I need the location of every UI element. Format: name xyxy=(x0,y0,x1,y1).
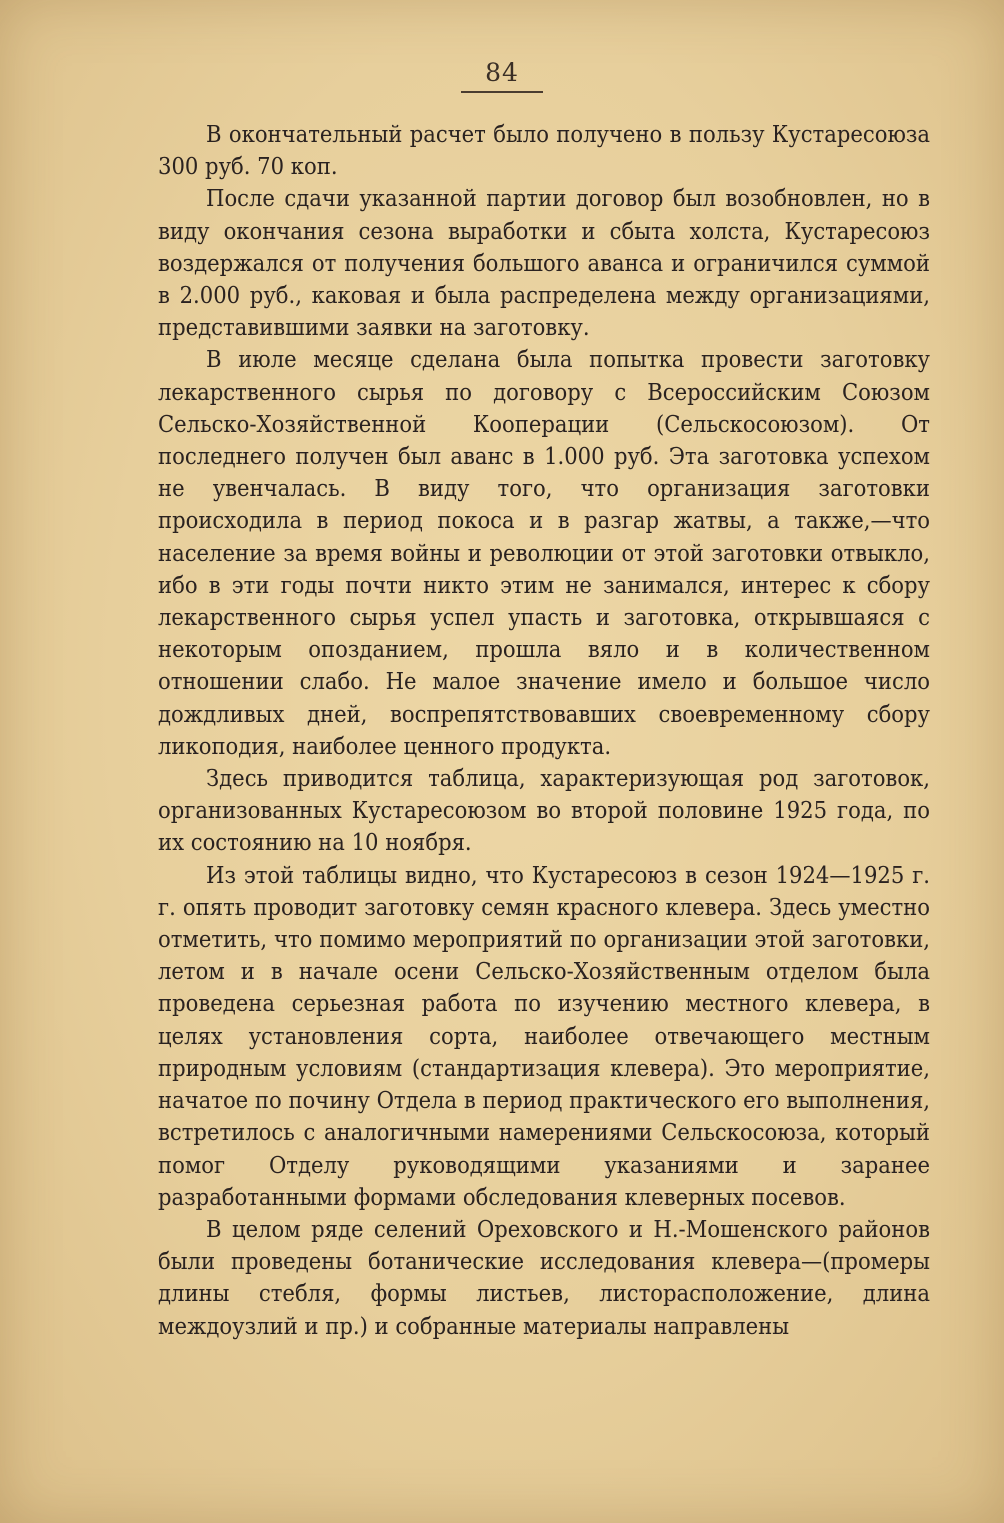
page-number: 84 xyxy=(461,58,543,93)
paragraph-final-settlement: В окончательный расчет было получено в пользу Кустаресоюза 300 руб. 70 коп. xyxy=(158,120,930,181)
paragraph-table-reference: Здесь приводится таблица, характеризующая род заготовок, организованных Кустаресоюзом во второй половине 1925 года, по их состоянию на 10 ноября. xyxy=(158,764,930,857)
paragraph-contract-renewal: После сдачи указанной партии договор был возобновлен, но в виду окончания сезона выработки и сбыта холста, Кустаресоюз воздержался от получения большого аванса и ограничился суммой в 2.000 руб., каковая и была распределена между организациями, представившими заявки на заготовку. xyxy=(158,184,930,342)
body-text xyxy=(158,118,930,1342)
page-header xyxy=(0,58,1004,93)
paragraph-clover-seed-procurement: Из этой таблицы видно, что Кустаресоюз в сезон 1924—1925 г. г. опять проводит заготовку семян красного клевера. Здесь уместно отметить, что помимо мероприятий по организации этой заготовки, летом и в начале осени Сельско-Хозяйственным отделом была проведена серьезная работа по изучению местного клевера, в целях установления сорта, наиболее отвечающего местным природным условиям (стандартизация клевера). Это мероприятие, начатое по почину Отдела в период практического его выполнения, встретилось с аналогичными намерениями Сельскосоюза, который помог Отделу руководящими указаниями и заранее разработанными формами обследования клеверных посевов. xyxy=(158,860,930,1211)
paragraph-medicinal-raw-materials: В июле месяце сделана была попытка провести заготовку лекарственного сырья по договору с Всероссийским Союзом Сельско-Хозяйственной Кооперации (Сельскосоюзом). От последнего получен был аванс в 1.000 руб. Эта заготовка успехом не увенчалась. В виду того, что организация заготовки происходила в период покоса и в разгар жатвы, а также,—что население за время войны и революции от этой заготовки отвыкло, ибо в эти годы почти никто этим не занимался, интерес к сбору лекарственного сырья успел упасть и заготовка, открывшаяся с некоторым опозданием, прошла вяло и в количественном отношении слабо. Не малое значение имело и большое число дождливых дней, воспрепятствовавших своевременному сбору ликоподия, наиболее ценного продукта. xyxy=(158,345,930,760)
paragraph-botanical-research: В целом ряде селений Ореховского и Н.-Мошенского районов были проведены ботанические исследования клевера—(промеры длины стебля, формы листьев, листорасположение, длина междоузлий и пр.) и собранные материалы направлены xyxy=(158,1214,930,1340)
